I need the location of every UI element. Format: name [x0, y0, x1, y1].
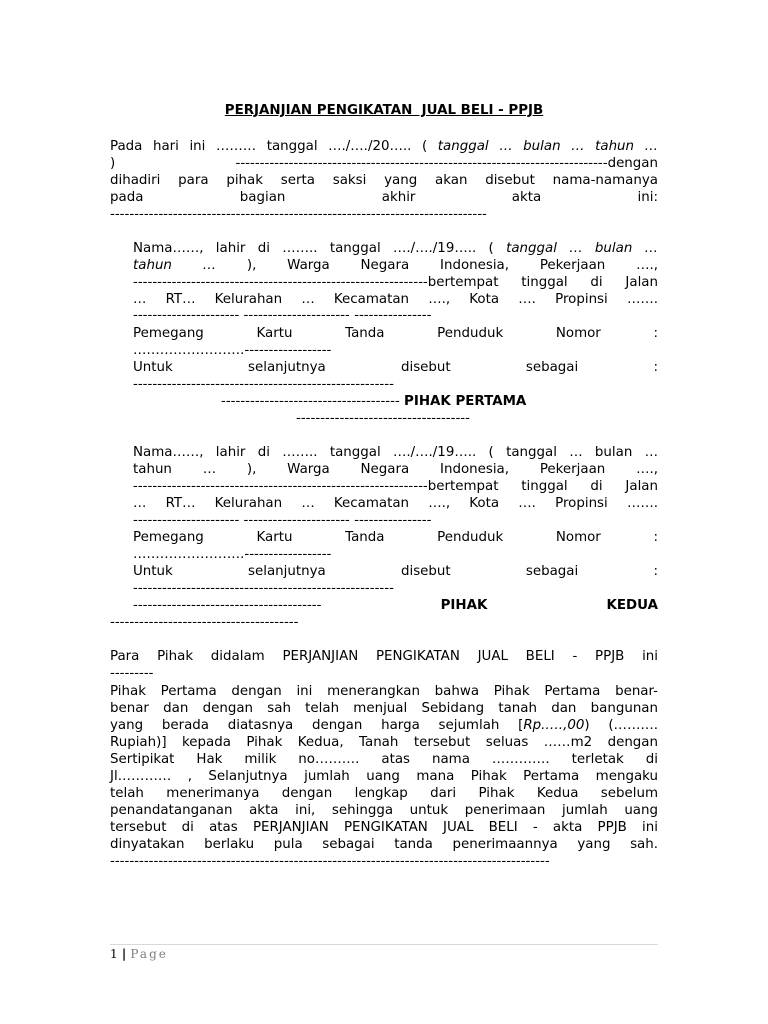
para2-line-6: Jl………… , Selanjutnya jumlah uang mana Pihak Pertama mengaku	[110, 769, 658, 784]
pihak2-line-5: ---------------------- ---------------------- ----------------	[133, 513, 432, 528]
pihak1-dash-line: ------------------------------------	[296, 411, 470, 426]
opening-line-2: ) -----------------------------------------------------------------------------dengan	[110, 156, 658, 171]
pihak2-line-8: Untuk selanjutnya disebut sebagai :	[133, 564, 658, 579]
para1-line-1: Para Pihak didalam PERJANJIAN PENGIKATAN JUAL BELI - PPJB ini	[110, 649, 658, 664]
pihak1-line-5: ---------------------- ---------------------- ----------------	[133, 308, 432, 323]
pihak1-line-3: -------------------------------------------------------------bertempat tinggal di Jalan	[133, 275, 658, 290]
opening-dash-line: ------------------------------------------------------------------------------	[110, 207, 487, 222]
pihak2-line-9: ------------------------------------------------------	[133, 581, 394, 596]
para2-line-3: yang berada diatasnya dengan harga sejumlah [Rp.….,00) (……….	[110, 718, 658, 733]
pihak1-line-9: ------------------------------------------------------	[133, 377, 394, 392]
para2-line-1: Pihak Pertama dengan ini menerangkan bahwa Pihak Pertama benar-	[110, 684, 658, 699]
document-title: PERJANJIAN PENGIKATAN JUAL BELI - PPJB	[224, 103, 544, 118]
opening-line-1: Pada hari ini ……… tanggal …./…./20….. ( tanggal … bulan … tahun …	[110, 139, 658, 154]
pihak2-line-6: Pemegang Kartu Tanda Penduduk Nomor :	[133, 530, 658, 545]
para2-line-9: tersebut di atas PERJANJIAN PENGIKATAN JUAL BELI - akta PPJB ini	[110, 820, 658, 835]
para2-line-5: Sertipikat Hak milik no………. atas nama …………. terletak di	[110, 752, 658, 767]
page-separator: |	[117, 947, 131, 961]
pihak2-dash-line: ---------------------------------------	[110, 615, 299, 630]
opening-line-3: dihadiri para pihak serta saksi yang akan disebut nama-namanya	[110, 173, 658, 188]
pihak1-line-1: Nama……, lahir di …….. tanggal …./…./19….. ( tanggal … bulan …	[133, 241, 659, 256]
pihak2-line-2: tahun … ), Warga Negara Indonesia, Pekerjaan ….,	[133, 462, 658, 477]
page-label: Page	[130, 947, 168, 961]
page-footer	[110, 947, 168, 961]
pihak2-line-7: …………………….------------------	[133, 547, 332, 562]
para2-dash-line: -------------------------------------------------------------------------------------------	[110, 854, 550, 869]
pihak1-line-8: Untuk selanjutnya disebut sebagai :	[133, 360, 658, 375]
pihak1-line-2: tahun … ), Warga Negara Indonesia, Pekerjaan ….,	[133, 258, 658, 273]
pihak1-line-6: Pemegang Kartu Tanda Penduduk Nomor :	[133, 326, 658, 341]
pihak-pertama-label: PIHAK PERTAMA	[404, 394, 527, 409]
pihak2-line-3: -------------------------------------------------------------bertempat tinggal di Jalan	[133, 479, 658, 494]
pihak-label: PIHAK	[440, 598, 488, 613]
para1-line-2: ---------	[110, 666, 154, 681]
pihak1-label-line: ------------------------------------- PIHAK PERTAMA	[221, 394, 527, 409]
pihak2-label-line: --------------------------------------- PIHAK KEDUA	[133, 598, 658, 613]
para2-line-8: penandatanganan akta ini, sehingga untuk penerimaan jumlah uang	[110, 803, 658, 818]
para2-line-10: dinyatakan berlaku pula sebagai tanda penerimaannya yang sah.	[110, 837, 658, 852]
pihak1-line-7: …………………….------------------	[133, 343, 332, 358]
pihak2-line-4: … RT… Kelurahan … Kecamatan …., Kota …. Propinsi …….	[133, 496, 658, 511]
pihak2-line-1: Nama……, lahir di …….. tanggal …./…./19….. ( tanggal … bulan …	[133, 445, 658, 460]
kedua-label: KEDUA	[606, 598, 658, 613]
opening-line-4: pada bagian akhir akta ini:	[110, 190, 658, 205]
footer-divider	[110, 944, 658, 945]
para2-line-2: benar dan dengan sah telah menjual Sebidang tanah dan bangunan	[110, 701, 658, 716]
page-number: 1	[110, 947, 118, 961]
para2-line-7: telah menerimanya dengan lengkap dari Pihak Kedua sebelum	[110, 786, 658, 801]
pihak1-line-4: … RT… Kelurahan … Kecamatan …., Kota …. Propinsi …….	[133, 292, 658, 307]
para2-line-4: Rupiah)] kepada Pihak Kedua, Tanah tersebut seluas ……m2 dengan	[110, 735, 658, 750]
